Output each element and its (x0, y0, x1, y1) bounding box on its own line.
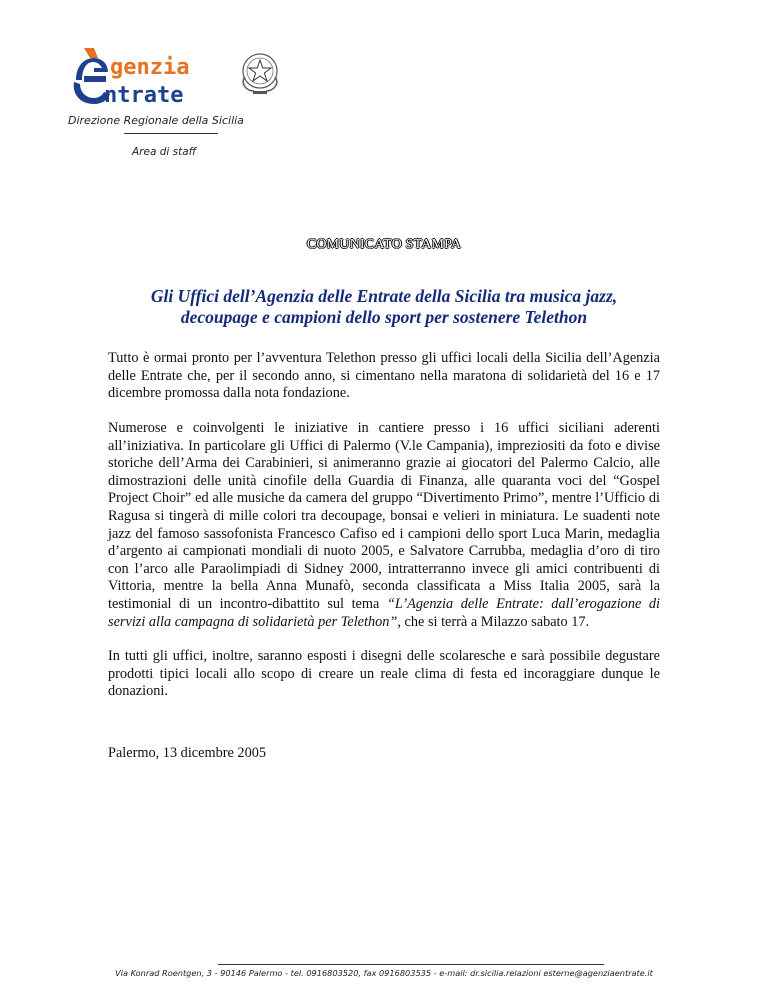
footer-divider (218, 964, 604, 965)
press-release-title (100, 286, 668, 328)
paragraph-2 (108, 420, 660, 631)
footer-address: Via Konrad Roentgen, 3 - 90146 Palermo - tel. 0916803520, fax 0916803535 - e-mail: dr.sicilia.relazioni esterne@agenziaentrate.it (115, 968, 653, 978)
paragraph-2-text (108, 420, 660, 631)
press-release-kicker: COMUNICATO STAMPA (306, 237, 462, 252)
paragraph-3 (108, 648, 660, 701)
paragraph-1 (108, 350, 660, 403)
dateline: Palermo, 13 dicembre 2005 (108, 745, 267, 761)
svg-text:ntrate: ntrate (104, 83, 184, 108)
area-line: Area di staff (132, 146, 197, 158)
org-line: Direzione Regionale della Sicilia (68, 114, 244, 127)
paragraph-2-italic: “L’Agenzia delle Entrate: dall’erogazione di servizi alla campagna di solidarietà per Telethon” (108, 595, 661, 630)
svg-text:genzia: genzia (110, 55, 190, 80)
italian-republic-emblem-icon (236, 47, 284, 97)
paragraph-2-tail: , che si terrà a Milazzo sabato 17. (397, 613, 590, 630)
paragraph-3-text: In tutti gli uffici, inoltre, saranno esposti i disegni delle scolaresche e sarà possibile degustare prodotti tipici locali allo scopo di creare un reale clima di festa ed incoraggiare dunque le donazioni. (108, 648, 660, 700)
paragraph-2-lead: Numerose e coinvolgenti le iniziative in cantiere presso i 16 uffici siciliani aderenti all’iniziativa. In particolare gli Uffici di Palermo (V.le Campania), impreziositi da foto e divise storiche dell’Arma dei Carabinieri, si animeranno grazie ai giocatori del Palermo Calcio, alle dimostrazioni delle unità cinofile della Guardia di Finanza, alle quaranta voci del “Gospel Project Choir” ed alle musiche da camera del gruppo “Divertimento Primo”, mentre l’Ufficio di Ragusa si tingerà di mille colori tra decoupage, bonsai e velieri in miniatura. Le suadenti note jazz del famoso sassofonista Francesco Cafiso ed i campioni dello sport Luca Marin, medaglia d’argento ai campionati mondiali di nuoto 2005, e Salvatore Carrubba, medaglia d’oro di tiro con l’arco alle Paraolimpiadi di Sidney 2000, intratterranno invece gli amici contribuenti di Vittoria, mentre la bella Anna Munafò, seconda classificata a Miss Italia 2005, sarà la testimonial di un incontro-dibattito sul tema (108, 420, 660, 612)
paragraph-1-text: Tutto è ormai pronto per l’avventura Telethon presso gli uffici locali della Sicilia dell’Agenzia delle Entrate che, per il secondo anno, si cimentano nella maratona di solidarietà del 16 e 17 dicembre promossa dalla nota fondazione. (108, 350, 660, 402)
title-line-2: decoupage e campioni dello sport per sostenere Telethon (180, 307, 588, 327)
header-divider (124, 133, 218, 134)
title-line-1: Gli Uffici dell’Agenzia delle Entrate della Sicilia tra musica jazz, (150, 286, 618, 306)
